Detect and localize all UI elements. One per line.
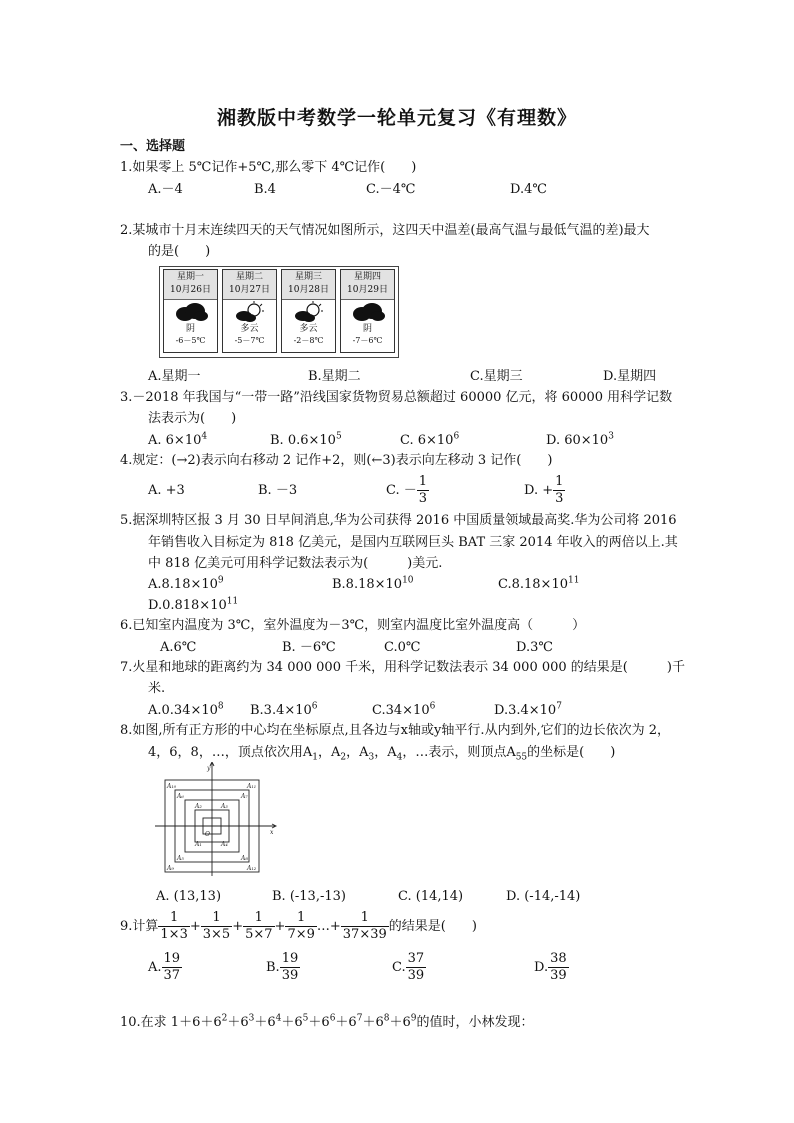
q2-option-c: C.星期三 [470,369,523,384]
section-heading: 一、选择题 [120,139,186,154]
q1-option-c: C.－4℃ [366,182,416,197]
vertex-label: A₁ [195,841,202,848]
q6-option-a: A.6℃ [160,640,197,655]
q1-option-a: A.－4 [148,182,183,197]
q2-option-a: A.星期一 [148,369,201,384]
q5-option-a: $A.8.18\times 10^9$ [148,575,224,592]
q1-stem: 1.如果零上 5℃记作+5℃,那么零下 4℃记作( ) [120,160,417,175]
vertex-label: A₉ [167,865,174,872]
q5-option-b: $B.8.18\times 10^{10}$ [332,575,414,592]
q8-option-a: A. (13,13) [156,889,222,904]
q5-option-c: $C.8.18\times 10^{11}$ [498,575,580,592]
vertex-label: A₁₁ [247,783,257,790]
cloud-icon [164,301,217,323]
q3-stem-line1: 3.－2018 年我国与“一带一路”沿线国家货物贸易总额超过 60000 亿元，将 60000 用科学记数 [120,390,673,405]
q6-option-d: D.3℃ [516,640,553,655]
q8-option-b: B. (-13,-13) [272,889,346,904]
q5-stem-line2: 年销售收入目标定为 818 亿美元，是国内互联网巨头 BAT 三家 2014 年收入的两倍以上.其 [148,535,678,550]
q7-option-c: $C.34\times 10^6$ [372,701,436,718]
weather-date: 10月28日 [288,285,329,295]
nested-squares-figure [155,762,279,878]
weather-day: 星期四 [353,272,381,282]
q4-option-b: B. －3 [258,483,298,498]
partly-cloudy-icon [282,301,335,323]
q6-stem: 6.已知室内温度为 3℃，室外温度为－3℃，则室内温度比室外温度高（ ） [120,618,586,633]
vertex-label: A₄ [221,841,228,848]
vertex-label: A₃ [221,803,228,810]
q1-option-b: B.4 [254,182,276,197]
q5-option-d: $D.0.818\times 10^{11}$ [148,596,239,613]
q7-option-a: $A.0.34\times 10^8$ [148,701,224,718]
q7-option-d: $D.3.4\times 10^7$ [494,701,562,718]
q1-option-d: D.4℃ [510,182,547,197]
q8-option-d: D. (-14,-14) [506,889,581,904]
q4-option-a: A. +3 [148,483,185,498]
weather-card-thu [340,269,395,353]
q2-option-d: D.星期四 [603,369,657,384]
q10-stem: 10.在求 $1+6+6^2+6^3+6^4+6^5+6^6+6^7+6^8+6^9$的值时，小林发现： [120,1013,534,1030]
q8-stem-line2: 4，6，8，…，顶点依次用$A_1$，$A_2$，$A_3$，$A_4$，…表示，则顶点$A_{55}$的坐标是( ) [148,745,616,763]
weather-condition: 阴 [185,324,195,334]
vertex-label: A₈ [241,855,248,862]
q4-option-c: C. － $\frac{1}{3}$ [386,474,428,506]
weather-day: 星期三 [294,272,322,282]
vertex-label: A₅ [177,855,184,862]
weather-day: 星期二 [235,272,263,282]
x-label: x [270,829,274,836]
q9-option-b: B. $\frac{19}{39}$ [266,951,299,983]
q4-stem: 4.规定：(→2)表示向右移动 2 记作+2，则(←3)表示向左移动 3 记作( ) [120,453,553,468]
weather-temp: -7－6℃ [352,336,383,345]
fraction: $\frac{1}{5\times 7}$ [245,910,273,942]
fraction: $\frac{1}{3\times 5}$ [202,910,231,942]
q9-option-a: A. $\frac{19}{37}$ [148,951,181,983]
weather-card-mon [163,269,218,353]
weather-temp: -5－7℃ [234,336,265,345]
origin-label: O [205,831,210,838]
q2-stem-line2: 的是( ) [148,244,211,259]
y-label: y [207,765,211,772]
vertex-label: A₆ [177,793,184,800]
vertex-label: A₁₀ [167,783,177,790]
q3-option-d: D. $60\times 10^3$ [546,431,614,448]
page-title: 湘教版中考数学一轮单元复习《有理数》 [216,107,577,129]
fraction: $\frac{1}{7\times 9}$ [287,910,315,942]
q5-stem-line1: 5.据深圳特区报 3 月 30 日早间消息,华为公司获得 2016 中国质量领域最高奖.华为公司将 2016 [120,513,677,528]
weather-condition: 阴 [362,324,372,334]
cloud-icon [341,301,394,323]
q6-option-b: B. －6℃ [282,640,336,655]
q7-stem-line2: 米. [148,681,166,696]
q2-stem-line1: 2.某城市十月末连续四天的天气情况如图所示，这四天中温差(最高气温与最低气温的差)最大 [120,223,650,238]
q9-option-d: D. $\frac{38}{39}$ [534,951,567,983]
q5-stem-line3: 中 818 亿美元可用科学记数法表示为( )美元. [148,556,443,571]
q4-option-d: D. + $\frac{1}{3}$ [524,474,564,506]
q3-option-c: C. $6\times 10^6$ [400,431,460,448]
q8-stem-line1: 8.如图,所有正方形的中心均在坐标原点,且各边与x轴或y轴平行.从内到外,它们的边长依次为 2， [120,723,671,738]
weather-date: 10月29日 [347,285,388,295]
q6-option-c: C.0℃ [384,640,421,655]
vertex-label: A₁₂ [247,865,257,872]
q3-option-b: B. $0.6\times 10^5$ [270,431,342,448]
q7-stem-line1: 7.火星和地球的距离约为 34 000 000 千米，用科学记数法表示 34 000 000 的结果是( )千 [120,660,685,675]
fraction: $\frac{1}{37\times 39}$ [342,910,387,942]
weather-date: 10月26日 [170,285,211,295]
weather-date: 10月27日 [229,285,270,295]
weather-card-wed [281,269,336,353]
vertex-label: A₂ [195,803,202,810]
weather-card-tue [222,269,277,353]
vertex-label: A₇ [241,793,248,800]
q2-option-b: B.星期二 [308,369,361,384]
weather-condition: 多云 [240,324,259,334]
q3-stem-line2: 法表示为( ) [148,411,237,426]
q8-option-c: C. (14,14) [398,889,464,904]
partly-cloudy-icon [223,301,276,323]
weather-condition: 多云 [299,324,318,334]
fraction: $\frac{1}{1\times 3}$ [160,910,188,942]
weather-temp: -6－5℃ [175,336,206,345]
weather-day: 星期一 [176,272,204,282]
q3-option-a: A. $6\times 10^4$ [148,431,208,448]
q7-option-b: $B.3.4\times 10^6$ [250,701,318,718]
q9-stem: 9.计算 $\frac{1}{1\times 3}$ + $\frac{1}{3\times 5}$ + $\frac{1}{5\times 7}$ + $\frac{1}{7\times 9}$ …+ $\frac{1}{37\times 39}$ 的结果是( ) [120,910,477,942]
weather-temp: -2－8℃ [293,336,324,345]
q9-option-c: C. $\frac{37}{39}$ [392,951,425,983]
